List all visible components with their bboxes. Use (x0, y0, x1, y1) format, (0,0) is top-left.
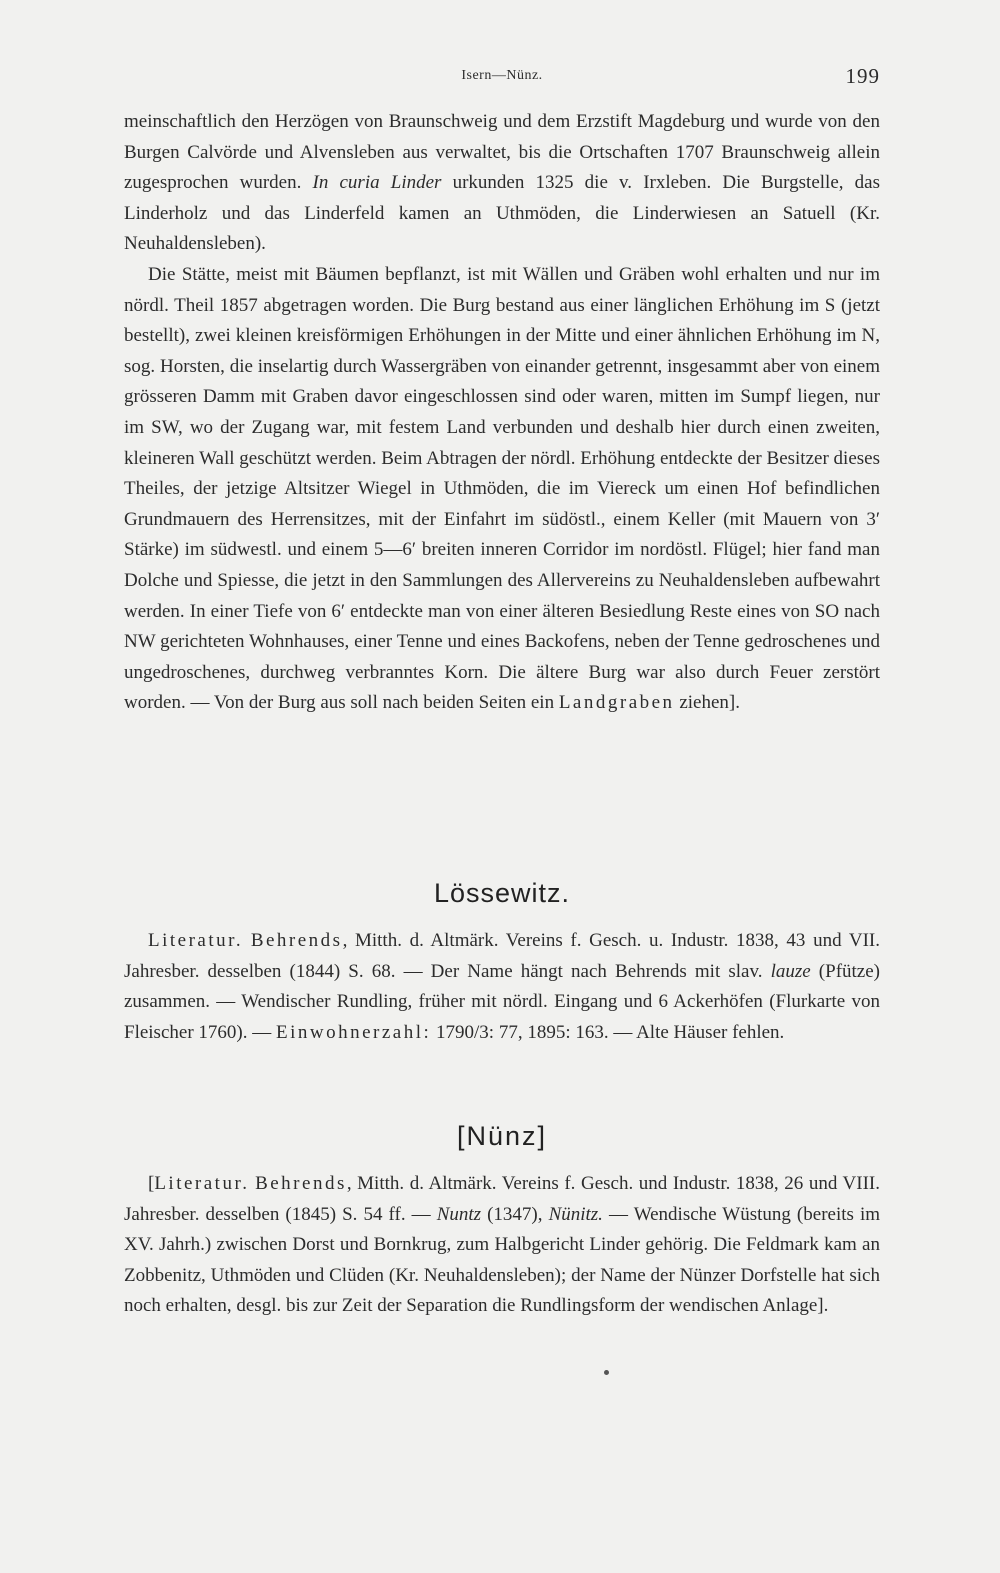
author-name: Behrends (255, 1173, 347, 1194)
paragraph: Die Stätte, meist mit Bäumen bepflanzt, ist mit Wällen und Gräben wohl erhalten und nur im nördl. Theil 1857 abgetragen worden. Die Burg bestand aus einer länglichen Erhöhung im S (jetzt bestellt), zwei kleinen kreisförmigen Erhöhungen in der Mitte und einer ähnlichen Erhöhung im N, sog. Horsten, die inselartig durch Wassergräben von einander getrennt, insgesammt aber von einem grösseren Damm mit Graben davor eingeschlossen sind oder waren, mitten im Sumpf liegen, nur im SW, wo der Zugang war, mit festem Land verbunden und deshalb hier durch einen zweiten, kleineren Wall geschützt werden. Beim Abtragen der nördl. Erhöhung entdeckte der Besitzer dieses Theiles, der jetzige Altsitzer Wiegel in Uthmöden, die im Viereck um einen Hof befindlichen Grundmauern des Herrensitzes, mit der Einfahrt im südöstl., einem Keller (mit Mauern von 3′ Stärke) im südwestl. und einem 5—6′ breiten inneren Corridor im nordöstl. Flügel; hier fand man Dolche und Spiesse, die jetzt in den Sammlungen des Allervereins zu Neuhaldensleben aufbewahrt werden. In einer Tiefe von 6′ entdeckte man von einer älteren Besiedlung Reste eines von SO nach NW gerichteten Wohnhauses, einer Tenne und eines Backofens, neben der Tenne gedroschenes und ungedroschenes, durchweg verbranntes Korn. Die ältere Burg war also durch Feuer zerstört worden. — Von der Burg aus soll nach beiden Seiten ein Landgraben ziehen]. (124, 263, 880, 714)
section-loessewitz (124, 926, 880, 1048)
italic-term: Nünitz. (548, 1203, 603, 1225)
section-nuenz (124, 1169, 880, 1322)
italic-term: In curia Linder (312, 172, 442, 194)
page-number: 199 (845, 64, 880, 88)
paragraph: Literatur. Behrends, Mitth. d. Altmärk. Vereins f. Gesch. u. Industr. 1838, 43 und VII. Jahresber. desselben (1844) S. 68. — Der Name hängt nach Behrends mit slav. lauze (Pfütze) zusammen. — Wendischer Rundling, früher mit nördl. Eingang und 6 Ackerhöfen (Flurkarte von Fleischer 1760). — Einwohnerzahl: 1790/3: 77, 1895: 163. — Alte Häuser fehlen. (124, 930, 880, 1043)
author-name: Behrends (250, 930, 343, 951)
literature-label: Literatur. (154, 1173, 250, 1194)
ink-speck (604, 1370, 609, 1375)
section-isern-continuation (124, 107, 880, 719)
section-heading-nuenz: [Nünz] (456, 1121, 548, 1151)
italic-term: Nuntz (436, 1203, 482, 1225)
spaced-term: Einwohnerzahl: (275, 1021, 432, 1043)
section-heading-loessewitz: Lössewitz. (433, 878, 571, 908)
spaced-term: Landgraben (558, 692, 675, 714)
paragraph: [Literatur. Behrends, Mitth. d. Altmärk. Vereins f. Gesch. und Industr. 1838, 26 und VIII. Jahresber. desselben (1845) S. 54 ff. — Nuntz (1347), Nünitz. — Wendische Wüstung (bereits im XV. Jahrh.) zwischen Dorst und Bornkrug, zum Halbgericht Linder gehörig. Die Feldmark kam an Zobbenitz, Uthmöden und Clüden (Kr. Neuhaldensleben); der Name der Nünzer Dorfstelle hat sich noch erhalten, desgl. bis zur Zeit der Separation die Rundlingsform der wendischen Anlage]. (124, 1173, 881, 1317)
paragraph: meinschaftlich den Herzögen von Braunschweig und dem Erzstift Magdeburg und wurde von den Burgen Calvörde und Alvensleben aus verwaltet, bis die Ortschaften 1707 Braunschweig allein zugesprochen wurden. In curia Linder urkunden 1325 die v. Irxleben. Die Burgstelle, das Linderholz und das Linderfeld kamen an Uthmöden, die Linderwiesen an Satuell (Kr. Neuhaldensleben). (124, 111, 880, 255)
italic-term: lauze (770, 960, 811, 982)
running-head (124, 64, 880, 88)
running-title: Isern—Nünz. (461, 68, 543, 83)
literature-label: Literatur. (148, 930, 244, 951)
